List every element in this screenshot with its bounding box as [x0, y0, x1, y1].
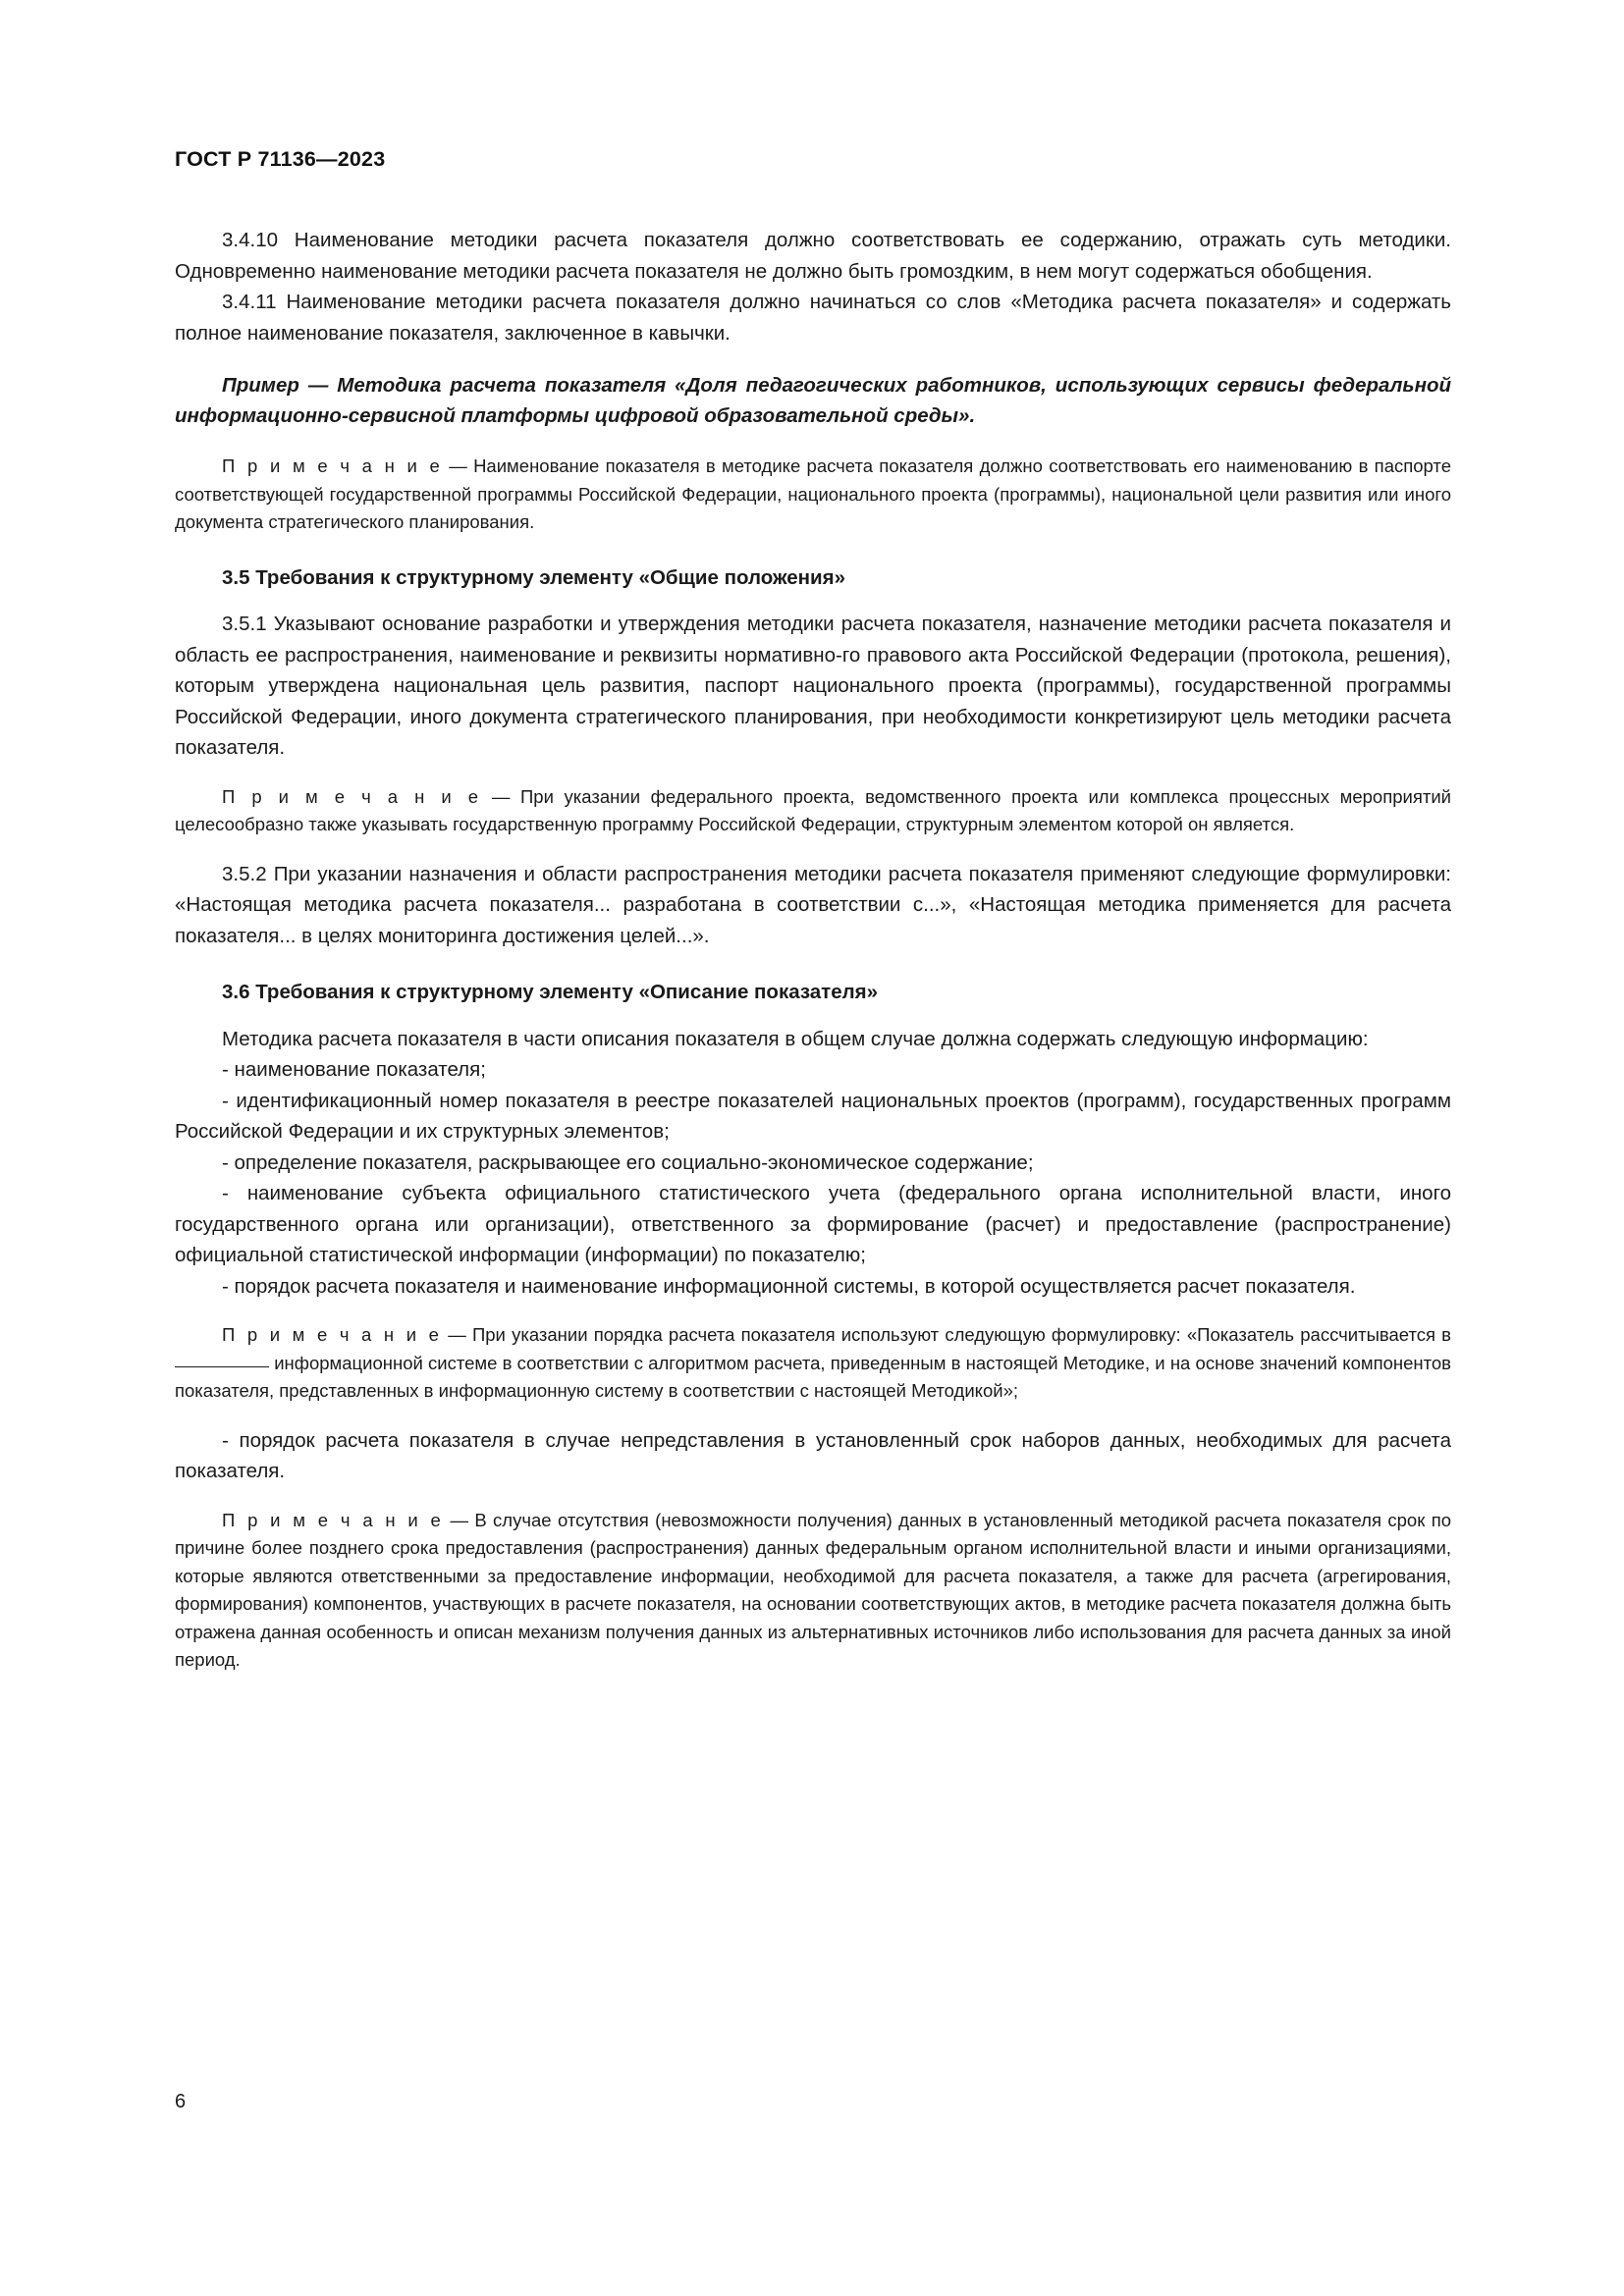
page-content [175, 147, 1451, 1694]
note-text: — В случае отсутствия (невозможности получения) данных в установленный методикой расчета показателя срок по причине более позднего срока предоставления (распространения) данных федеральным органом исполнительной власти и иными организациями, которые являются ответственными за предоставление информации, необходимой для расчета показателя, а также для расчета (агрегирования, формирования) компонентов, участвующих в расчете показателя, на основании соответствующих актов, в методике расчета показателя должна быть отражена данная особенность и описан механизм получения данных из альтернативных источников либо использования для расчета данных за иной период. [175, 1509, 1451, 1670]
page-number: 6 [175, 2091, 187, 2112]
blank-fill-line [175, 1366, 269, 1367]
note-block-3 [175, 1321, 1451, 1406]
heading-3-5: 3.5 Требования к структурному элементу «Общие положения» [222, 565, 845, 589]
list-item: - наименование субъекта официального статистического учета (федерального органа исполнительной власти, иного государственного органа или организации), ответственного за формирование (расчет) и предоставление (распространение) официальной статистической информации (информации) по показателю; [175, 1182, 1451, 1266]
list-item: - идентификационный номер показателя в реестре показателей национальных проектов (программ), государственных программ Российской Федерации и их структурных элементов; [175, 1089, 1451, 1143]
note-text-part1: — При указании порядка расчета показателя используют следующую формулировку: «Показатель рассчитывается в [448, 1324, 1451, 1345]
list-item: - определение показателя, раскрывающее его социально-экономическое содержание; [222, 1150, 1034, 1174]
clause-3-6-intro: Методика расчета показателя в части описания показателя в общем случае должна содержать следующую информацию: [222, 1027, 1369, 1050]
note-label: П р и м е ч а н и е [222, 785, 482, 807]
note-label: П р и м е ч а н и е [222, 455, 444, 476]
note-text: — Наименование показателя в методике расчета показателя должно соответствовать его наименованию в паспорте соответствующей государственной программы Российской Федерации, национального проекта (программы), национальной цели развития или иного документа стратегического планирования. [175, 455, 1451, 532]
note-label: П р и м е ч а н и е [222, 1509, 445, 1530]
note-block-1 [175, 453, 1451, 537]
list-item-after-note: - порядок расчета показателя в случае непредставления в установленный срок наборов данных, необходимых для расчета показателя. [175, 1428, 1451, 1482]
list-item: - наименование показателя; [222, 1058, 486, 1081]
example-block-1: Пример — Методика расчета показателя «Доля педагогических работников, использующих сервисы федеральной информационно-сервисной платформы цифровой образовательной среды». [175, 374, 1451, 427]
document-standard-number: ГОСТ Р 71136—2023 [175, 147, 386, 171]
note-block-2 [175, 783, 1451, 839]
note-block-4 [175, 1507, 1451, 1675]
note-text-part2: информационной системе в соответствии с алгоритмом расчета, приведенным в настоящей Методике, и на основе значений компонентов показателя, представленных в информационную систему в соответствии с настоящей Методикой»; [175, 1352, 1452, 1401]
document-body [175, 225, 1451, 1675]
clause-3-5-1: 3.5.1 Указывают основание разработки и утверждения методики расчета показателя, назначение методики расчета показателя и область ее распространения, наименование и реквизиты нормативно-го правового акта Российской Федерации (протокола, решения), которым утверждена национальная цель развития, паспорт национального проекта (программы), государственной программы Российской Федерации, иного документа стратегического планирования, при необходимости конкретизируют цель методики расчета показателя. [175, 613, 1451, 759]
clause-3-5-2: 3.5.2 При указании назначения и области распространения методики расчета показателя применяют следующие формулировки: «Настоящая методика расчета показателя... разработана в соответствии с...», «Настоящая методика применяется для расчета показателя... в целях мониторинга достижения целей...». [175, 862, 1451, 947]
note-label: П р и м е ч а н и е [222, 1324, 443, 1345]
clause-3-4-10: 3.4.10 Наименование методики расчета показателя должно соответствовать ее содержанию, отражать суть методики. Одновременно наименование методики расчета показателя не должно быть громоздким, в нем могут содержаться обобщения. [175, 229, 1451, 283]
clause-3-4-11: 3.4.11 Наименование методики расчета показателя должно начинаться со слов «Методика расчета показателя» и содержать полное наименование показателя, заключенное в кавычки. [175, 291, 1451, 345]
list-item: - порядок расчета показателя и наименование информационной системы, в которой осуществляется расчет показателя. [222, 1274, 1356, 1298]
heading-3-6: 3.6 Требования к структурному элементу «Описание показателя» [222, 981, 879, 1003]
note-text: — При указании федерального проекта, ведомственного проекта или комплекса процессных мероприятий целесообразно также указывать государственную программу Российской Федерации, структурным элементом которой он является. [175, 785, 1451, 834]
